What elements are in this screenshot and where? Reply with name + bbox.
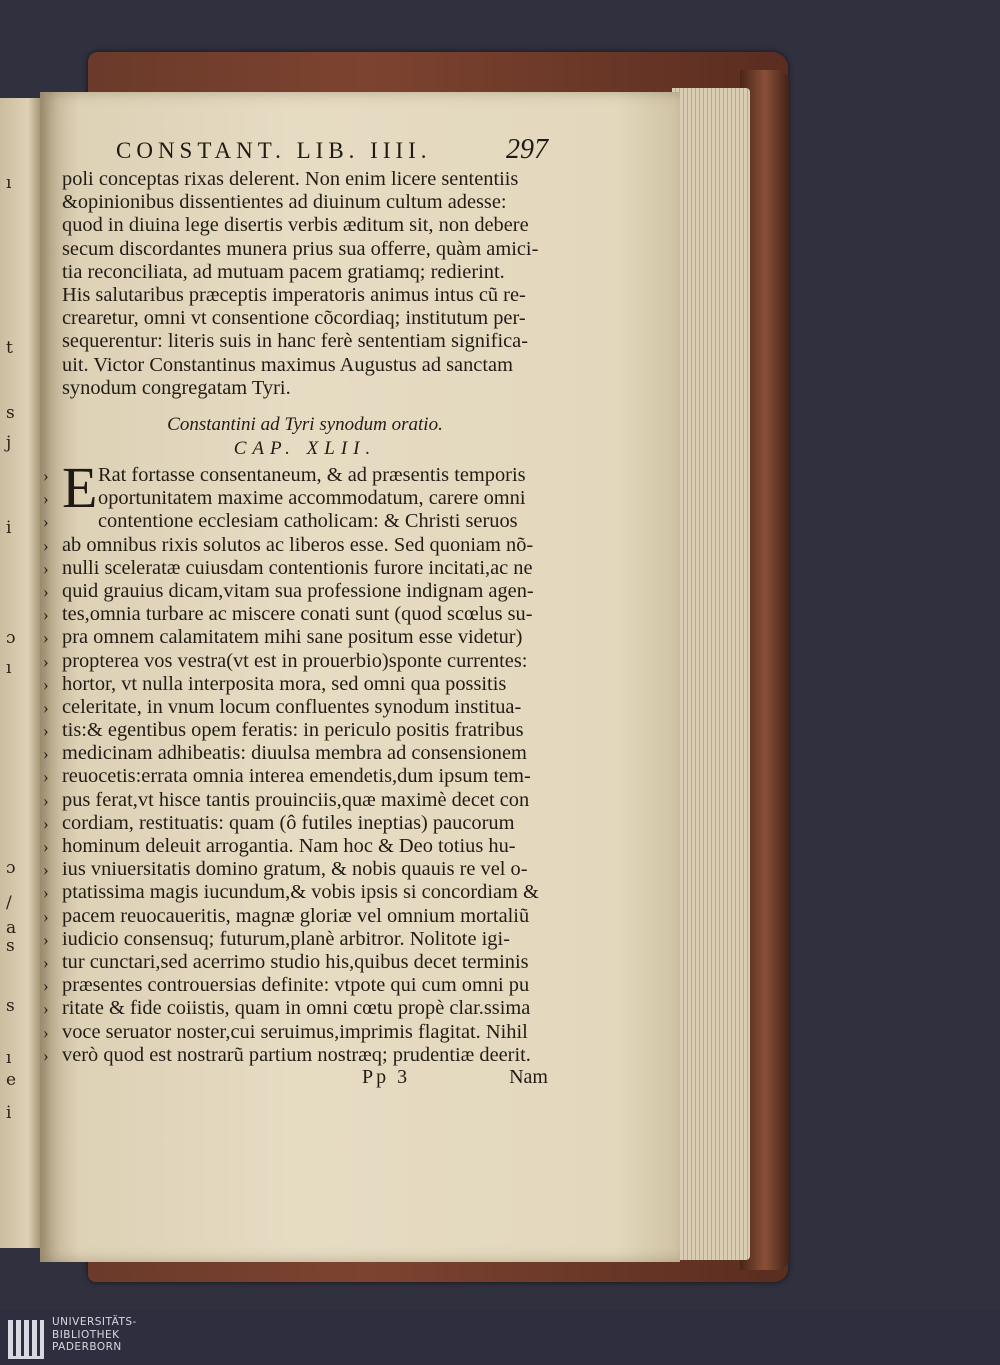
page-number: 297: [506, 134, 548, 165]
quotation-mark: ›: [43, 952, 49, 972]
library-name-line3: PADERBORN: [52, 1341, 122, 1353]
library-logo-icon: [6, 1318, 46, 1360]
text-line: sequerentur: literis suis in hanc ferè sententiam significa-: [62, 330, 528, 353]
text-line: uit. Victor Constantinus maximus Augustus ad sanctam: [62, 353, 513, 376]
left-page-mark: i: [6, 518, 12, 538]
left-page-mark: i: [6, 1103, 12, 1123]
text-line: tes,omnia turbare ac miscere conati sunt (quod scœlus su-: [62, 603, 533, 626]
text-line: medicinam adhibeatis: diuulsa membra ad consensionem: [62, 742, 527, 765]
text-line: ritate & fide coiistis, quam in omni cœtu propè clar.ssima: [62, 997, 531, 1020]
left-page-mark: e: [6, 1070, 17, 1090]
text-line: celeritate, in vnum locum confluentes synodum institua-: [62, 695, 522, 718]
quotation-mark: ›: [43, 697, 49, 717]
library-name: [52, 1316, 137, 1354]
running-head: CONSTANT. LIB. IIII.: [116, 138, 432, 163]
text-line: synodum congregatam Tyri.: [62, 376, 291, 399]
text-line: crearetur, omni vt consentione cõcordiaq; institutum per-: [62, 307, 526, 330]
quotation-mark: ›: [43, 860, 49, 880]
quotation-mark: ›: [43, 628, 49, 648]
text-line: Rat fortasse consentaneum, & ad præsentis temporis: [98, 464, 526, 486]
page-edges: [672, 88, 750, 1260]
quotation-mark: ›: [43, 999, 49, 1019]
quotation-mark: ›: [43, 466, 49, 485]
text-line: poli conceptas rixas delerent. Non enim licere sententiis: [62, 168, 519, 190]
quotation-mark: ›: [43, 1045, 49, 1065]
left-page-mark: ɔ: [6, 628, 16, 648]
text-line: cordiam, restituatis: quam (ô futiles ineptias) paucorum: [62, 811, 515, 834]
page-footer: [62, 1066, 548, 1092]
quotation-mark: ›: [43, 535, 49, 555]
brand-bar: [0, 1310, 1000, 1365]
text-block-oration: [62, 455, 539, 1067]
quotation-mark: ›: [43, 489, 49, 509]
text-line: secum discordantes munera prius sua offerre, quàm amici-: [62, 237, 539, 260]
quotation-mark: ›: [43, 929, 49, 949]
text-line: His salutaribus præceptis imperatoris animus intus cũ re-: [62, 283, 526, 306]
quotation-mark: ›: [43, 605, 49, 625]
quotation-mark: ›: [43, 1022, 49, 1042]
text-line: pacem reuocaueritis, magnæ gloriæ vel omnium mortaliũ: [62, 904, 530, 927]
left-page-mark: /: [6, 893, 12, 913]
library-name-line1: UNIVERSITÄTS-: [52, 1316, 137, 1328]
left-page-mark: ı: [6, 173, 12, 193]
quotation-mark: ›: [43, 721, 49, 741]
text-line: hortor, vt nulla interposita mora, sed omni qua possitis: [62, 672, 507, 695]
page-header: [116, 134, 548, 170]
left-page-mark: t: [6, 338, 13, 358]
section-title: Constantini ad Tyri synodum oratio.: [167, 414, 443, 435]
left-page-mark: ı: [6, 1048, 12, 1068]
text-block-intro: [62, 168, 538, 400]
text-line: nulli sceleratæ cuiusdam contentionis furore incitati,ac ne: [62, 556, 533, 579]
left-page-mark: ɔ: [6, 858, 16, 878]
text-line: pus ferat,vt hisce tantis prouinciis,quæ maximè decet con: [62, 788, 530, 811]
quotation-mark: ›: [43, 976, 49, 996]
quotation-marks-column: [43, 464, 57, 1067]
text-line: ab omnibus rixis solutos ac liberos esse. Sed quoniam nõ-: [62, 533, 534, 556]
left-page-marks: [0, 98, 40, 1248]
signature-mark: Pp 3: [362, 1066, 411, 1088]
quotation-mark: ›: [43, 512, 49, 532]
left-page-mark: j: [6, 433, 12, 453]
left-page-mark: a: [6, 918, 17, 938]
left-page-mark: s: [6, 403, 15, 423]
text-line: oportunitatem maxime accommodatum, carere omni: [98, 487, 526, 510]
text-line: ptatissima magis iucundum,& vobis ipsis si concordiam &: [62, 881, 539, 904]
text-line: verò quod est nostrarũ partium nostræq; prudentiæ deerit.: [62, 1043, 531, 1066]
chapter-label: CAP. XLII.: [233, 438, 377, 459]
text-line: tia reconciliata, ad mutuam pacem gratiamq; redierint.: [62, 260, 505, 283]
quotation-mark: ›: [43, 744, 49, 764]
text-line: ius vniuersitatis domino gratum, & nobis quauis re vel o-: [62, 858, 528, 881]
text-line: tur cunctari,sed acerrimo studio his,quibus decet terminis: [62, 950, 529, 973]
text-line: præsentes controuersias definite: vtpote qui cum omni pu: [62, 974, 530, 997]
quotation-mark: ›: [43, 581, 49, 601]
quotation-mark: ›: [43, 883, 49, 903]
quotation-mark: ›: [43, 906, 49, 926]
text-line: hominum deleuit arrogantia. Nam hoc & Deo totius hu-: [62, 835, 516, 857]
text-line: iudicio consensuq; futurum,planè arbitror. Nolitote igi-: [62, 927, 510, 950]
quotation-mark: ›: [43, 651, 49, 671]
quotation-mark: ›: [43, 674, 49, 694]
text-line: quid grauius dicam,vitam sua professione indignam agen-: [62, 579, 534, 602]
text-line: tis:& egentibus opem feratis: in periculo positis fratribus: [62, 719, 524, 742]
catchword: Nam: [509, 1066, 548, 1088]
quotation-mark: ›: [43, 767, 49, 787]
library-name-line2: BIBLIOTHEK: [52, 1328, 120, 1341]
text-line: reuocetis:errata omnia interea emendetis,dum ipsum tem-: [62, 765, 531, 788]
quotation-mark: ›: [43, 790, 49, 810]
text-line: &opinionibus dissentientes ad diuinum cultum adesse:: [62, 191, 507, 214]
text-line: contentione ecclesiam catholicam: & Christi seruos: [98, 510, 518, 533]
left-page-mark: ı: [6, 658, 12, 678]
quotation-mark: ›: [43, 837, 49, 856]
text-line: pra omnem calamitatem mihi sane positum esse videtur): [62, 626, 523, 649]
text-line: voce seruator noster,cui seruimus,imprimis flagitat. Nihil: [62, 1020, 528, 1043]
text-line: propterea vos vestra(vt est in prouerbio)sponte currentes:: [62, 649, 528, 672]
quotation-mark: ›: [43, 558, 49, 578]
quotation-mark: ›: [43, 813, 49, 833]
text-line: quod in diuina lege disertis verbis æditum sit, non debere: [62, 214, 529, 237]
drop-cap: E: [62, 455, 98, 520]
left-page-mark: s: [6, 996, 15, 1016]
left-page-mark: s: [6, 936, 15, 956]
